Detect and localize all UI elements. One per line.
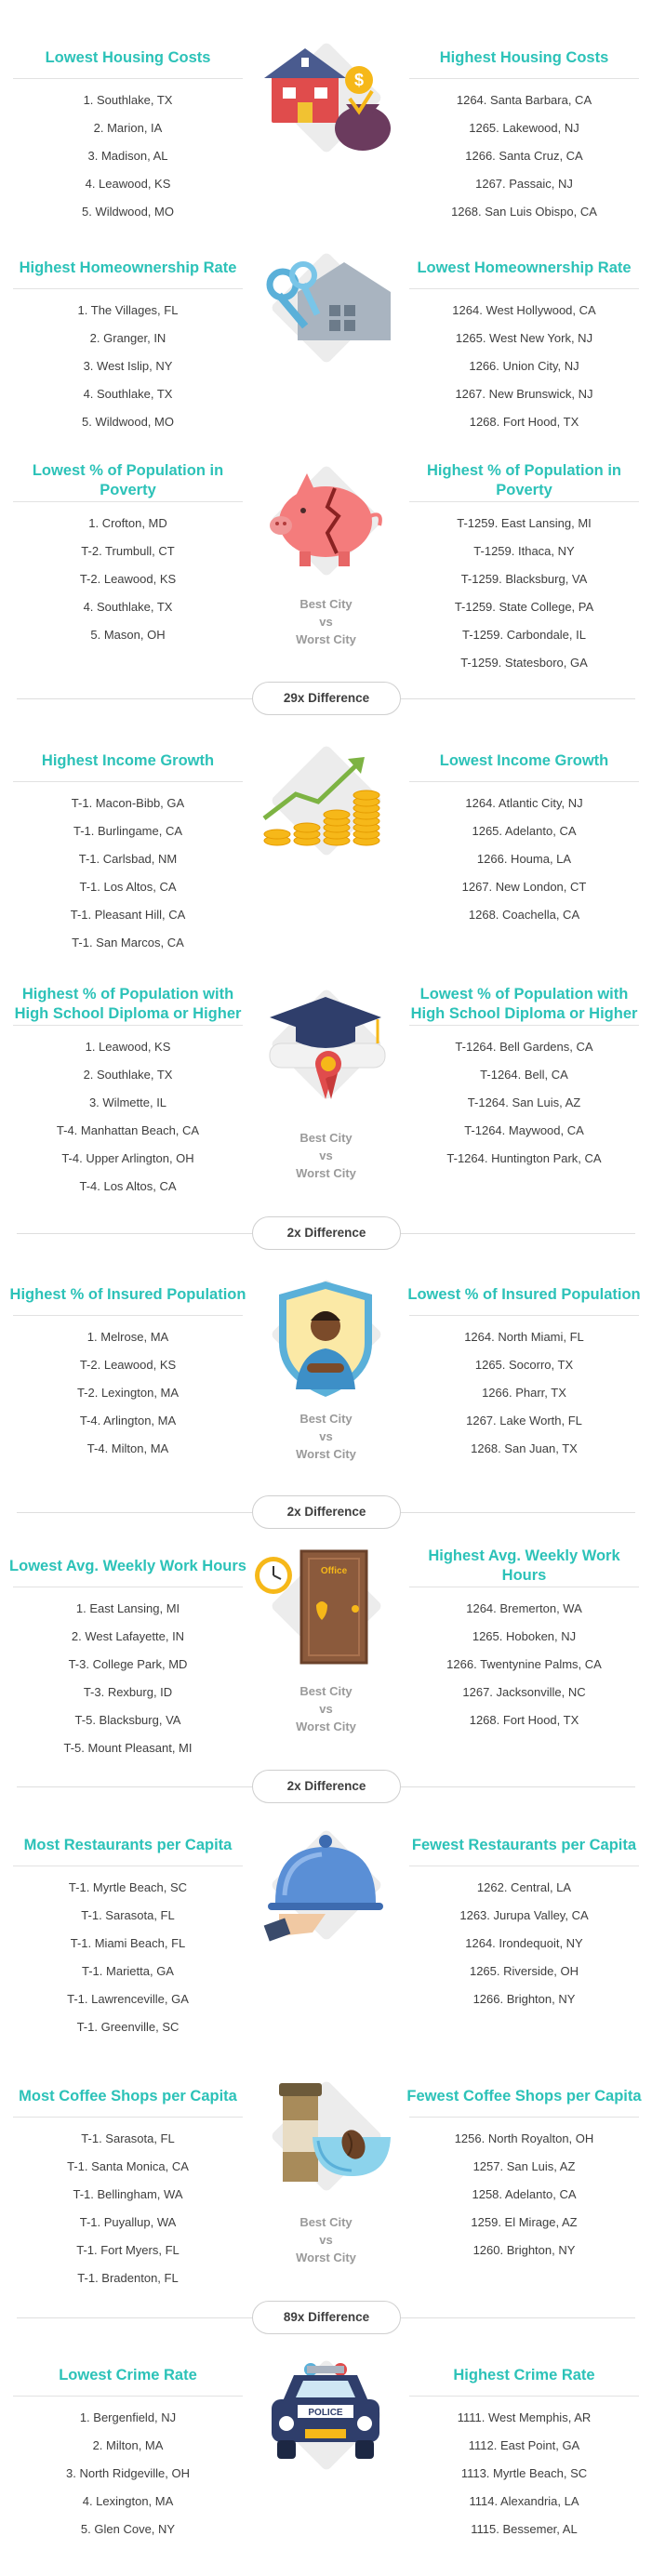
list-item: 3. North Ridgeville, OH bbox=[66, 2466, 190, 2480]
title-divider bbox=[13, 781, 243, 782]
left-ranking-title: Lowest Housing Costs bbox=[45, 48, 211, 66]
list-item: 1267. New Brunswick, NJ bbox=[455, 387, 593, 401]
left-ranking-column bbox=[9, 247, 246, 436]
list-item: 1265. Adelanto, CA bbox=[472, 824, 577, 838]
list-item: 1268. Coachella, CA bbox=[468, 908, 580, 922]
left-ranking-title: Lowest Crime Rate bbox=[59, 2366, 197, 2383]
left-ranking-list bbox=[9, 1033, 246, 1201]
list-item: 1264. Irondequoit, NY bbox=[465, 1936, 583, 1950]
list-item: T-1259. Blacksburg, VA bbox=[460, 572, 588, 586]
list-item: 1266. Brighton, NY bbox=[472, 1992, 576, 2006]
right-ranking-list bbox=[406, 297, 643, 436]
list-item: 1111. West Memphis, AR bbox=[457, 2410, 592, 2424]
list-item: 1267. Jacksonville, NC bbox=[462, 1685, 586, 1699]
right-ranking-list bbox=[406, 1595, 643, 1734]
list-item: 4. Leawood, KS bbox=[85, 177, 171, 191]
list-item: T-5. Blacksburg, VA bbox=[74, 1713, 181, 1727]
title-divider bbox=[409, 2117, 639, 2118]
left-ranking-title: Most Coffee Shops per Capita bbox=[19, 2087, 237, 2105]
list-item: T-1259. East Lansing, MI bbox=[457, 516, 592, 530]
comparison-text: Best City bbox=[299, 597, 353, 611]
best-vs-worst-label bbox=[242, 1410, 410, 1463]
graduation-cap-diploma-icon bbox=[242, 984, 410, 1114]
list-item: 1268. Fort Hood, TX bbox=[469, 415, 579, 429]
door-label: Office bbox=[320, 1566, 348, 1576]
list-item: T-1259. State College, PA bbox=[454, 600, 594, 614]
list-item: T-1. Santa Monica, CA bbox=[67, 2159, 189, 2173]
left-ranking-column bbox=[9, 1825, 246, 2041]
coffee-cup-bean-icon-art bbox=[242, 2076, 410, 2206]
list-item: T-4. Los Altos, CA bbox=[79, 1179, 177, 1193]
graduation-cap-diploma-icon-art bbox=[242, 984, 410, 1114]
right-ranking-column bbox=[406, 740, 643, 929]
comparison-text: vs bbox=[319, 1702, 333, 1716]
list-item: T-1. Fort Myers, FL bbox=[76, 2243, 180, 2257]
title-divider bbox=[13, 2117, 243, 2118]
list-item: T-4. Upper Arlington, OH bbox=[61, 1151, 194, 1165]
list-item: 1. Melrose, MA bbox=[86, 1330, 169, 1344]
right-ranking-list bbox=[406, 1033, 643, 1173]
left-ranking-list bbox=[9, 86, 246, 226]
broken-piggy-bank-icon-art bbox=[242, 460, 410, 591]
right-ranking-title: Highest Avg. Weekly Work Hours bbox=[428, 1547, 620, 1584]
list-item: T-1. Carlsbad, NM bbox=[78, 852, 178, 866]
comparison-text: vs bbox=[319, 2233, 333, 2247]
left-ranking-column bbox=[9, 37, 246, 226]
left-ranking-title: Lowest Avg. Weekly Work Hours bbox=[9, 1557, 246, 1574]
left-ranking-column bbox=[9, 2355, 246, 2543]
left-ranking-column bbox=[9, 1546, 246, 1762]
title-divider bbox=[409, 501, 639, 502]
left-ranking-list bbox=[9, 790, 246, 957]
left-ranking-title: Lowest % of Population in Poverty bbox=[32, 462, 224, 498]
right-ranking-title: Lowest Homeownership Rate bbox=[417, 259, 632, 276]
broken-piggy-bank-icon bbox=[242, 460, 410, 591]
right-ranking-list bbox=[406, 2125, 643, 2264]
list-item: 3. Wilmette, IL bbox=[88, 1095, 167, 1109]
title-divider bbox=[409, 78, 639, 79]
list-item: 1114. Alexandria, LA bbox=[469, 2494, 579, 2508]
list-item: 5. Wildwood, MO bbox=[82, 415, 174, 429]
list-item: T-3. Rexburg, ID bbox=[83, 1685, 173, 1699]
left-ranking-title: Highest % of Insured Population bbox=[9, 1285, 246, 1303]
comparison-text: Best City bbox=[299, 2215, 353, 2229]
list-item: 1257. San Luis, AZ bbox=[472, 2159, 576, 2173]
list-item: T-1. Bradenton, FL bbox=[77, 2271, 179, 2285]
title-divider bbox=[13, 501, 243, 502]
list-item: 1266. Twentynine Palms, CA bbox=[446, 1657, 602, 1671]
list-item: T-1264. Bell Gardens, CA bbox=[455, 1040, 593, 1054]
list-item: 1267. Lake Worth, FL bbox=[466, 1414, 582, 1427]
list-item: 1266. Pharr, TX bbox=[482, 1386, 566, 1400]
right-ranking-title: Lowest % of Population with High School Diploma or Higher bbox=[410, 986, 638, 1022]
list-item: 1. East Lansing, MI bbox=[75, 1601, 180, 1615]
title-divider bbox=[409, 2396, 639, 2397]
title-divider bbox=[409, 781, 639, 782]
difference-badge: 2x Difference bbox=[252, 1770, 401, 1803]
list-item: 1265. West New York, NJ bbox=[455, 331, 593, 345]
list-item: T-1. Sarasota, FL bbox=[81, 2131, 175, 2145]
list-item: 5. Mason, OH bbox=[90, 628, 166, 642]
svg-text:$: $ bbox=[353, 71, 365, 89]
list-item: T-1264. Maywood, CA bbox=[464, 1123, 584, 1137]
list-item: 1268. San Juan, TX bbox=[471, 1441, 578, 1455]
house-money-bag-icon bbox=[242, 37, 410, 167]
comparison-text: Worst City bbox=[296, 1447, 356, 1461]
list-item: 1113. Myrtle Beach, SC bbox=[460, 2466, 588, 2480]
list-item: 1115. Bessemer, AL bbox=[471, 2522, 578, 2536]
police-car-icon-art bbox=[242, 2355, 410, 2485]
title-divider bbox=[409, 1315, 639, 1316]
coffee-cup-bean-icon bbox=[242, 2076, 410, 2206]
best-vs-worst-label bbox=[242, 2213, 410, 2266]
left-ranking-title: Most Restaurants per Capita bbox=[23, 1836, 233, 1853]
police-car-icon bbox=[242, 2355, 410, 2485]
right-ranking-column bbox=[406, 1274, 643, 1463]
serving-cloche-icon bbox=[242, 1825, 410, 1955]
list-item: 1264. Santa Barbara, CA bbox=[456, 93, 592, 107]
comparison-text: Worst City bbox=[296, 2251, 356, 2264]
title-divider bbox=[13, 1025, 243, 1026]
difference-badge: 29x Difference bbox=[252, 682, 401, 715]
right-ranking-column bbox=[406, 37, 643, 226]
left-ranking-column bbox=[9, 984, 246, 1201]
list-item: 1266. Houma, LA bbox=[476, 852, 572, 866]
car-label: POLICE bbox=[308, 2408, 343, 2418]
left-ranking-list bbox=[9, 1874, 246, 2041]
left-ranking-list bbox=[9, 2125, 246, 2292]
house-keys-icon bbox=[242, 247, 410, 378]
list-item: T-1. Burlingame, CA bbox=[73, 824, 183, 838]
list-item: 1264. Bremerton, WA bbox=[466, 1601, 582, 1615]
list-item: 4. Lexington, MA bbox=[82, 2494, 174, 2508]
list-item: T-1. Myrtle Beach, SC bbox=[68, 1880, 188, 1894]
list-item: T-1. San Marcos, CA bbox=[72, 936, 184, 949]
list-item: 2. Southlake, TX bbox=[83, 1068, 173, 1082]
left-ranking-column bbox=[9, 1274, 246, 1463]
left-ranking-title: Highest Homeownership Rate bbox=[19, 259, 237, 276]
comparison-text: Best City bbox=[299, 1131, 353, 1145]
list-item: 1268. San Luis Obispo, CA bbox=[451, 205, 597, 219]
list-item: T-2. Leawood, KS bbox=[79, 1358, 177, 1372]
list-item: T-4. Arlington, MA bbox=[79, 1414, 177, 1427]
right-ranking-column bbox=[406, 460, 643, 677]
list-item: T-1. Puyallup, WA bbox=[79, 2215, 177, 2229]
left-ranking-list bbox=[9, 1595, 246, 1762]
list-item: T-5. Mount Pleasant, MI bbox=[63, 1741, 193, 1755]
list-item: T-3. College Park, MD bbox=[68, 1657, 188, 1671]
title-divider bbox=[13, 288, 243, 289]
right-ranking-list bbox=[406, 2404, 643, 2543]
house-keys-icon-art bbox=[242, 247, 410, 378]
list-item: 3. West Islip, NY bbox=[83, 359, 173, 373]
list-item: T-4. Manhattan Beach, CA bbox=[56, 1123, 200, 1137]
house-money-bag-icon-art bbox=[242, 37, 410, 167]
list-item: T-1264. Huntington Park, CA bbox=[446, 1151, 602, 1165]
list-item: 1. Southlake, TX bbox=[83, 93, 173, 107]
best-vs-worst-label bbox=[242, 1129, 410, 1182]
right-ranking-title: Fewest Restaurants per Capita bbox=[411, 1836, 637, 1853]
insured-person-shield-icon-art bbox=[242, 1274, 410, 1404]
list-item: T-1259. Statesboro, GA bbox=[460, 656, 588, 670]
right-ranking-list bbox=[406, 1874, 643, 2013]
list-item: 1112. East Point, GA bbox=[468, 2438, 580, 2452]
list-item: 1262. Central, LA bbox=[476, 1880, 572, 1894]
left-ranking-title: Highest % of Population with High School Diploma or Higher bbox=[14, 986, 242, 1022]
list-item: 1260. Brighton, NY bbox=[472, 2243, 576, 2257]
list-item: 5. Glen Cove, NY bbox=[80, 2522, 176, 2536]
list-item: 1265. Lakewood, NJ bbox=[469, 121, 579, 135]
left-ranking-list bbox=[9, 297, 246, 436]
list-item: 1266. Union City, NJ bbox=[469, 359, 579, 373]
right-ranking-title: Highest % of Population in Poverty bbox=[427, 462, 621, 498]
list-item: T-1. Lawrenceville, GA bbox=[67, 1992, 189, 2006]
right-ranking-column bbox=[406, 984, 643, 1173]
office-door-clock-icon-art bbox=[242, 1546, 410, 1676]
comparison-text: Worst City bbox=[296, 632, 356, 646]
comparison-text: vs bbox=[319, 1429, 333, 1443]
right-ranking-list bbox=[406, 86, 643, 226]
coin-stacks-growth-icon bbox=[242, 740, 410, 870]
left-ranking-column bbox=[9, 740, 246, 957]
list-item: 1. Bergenfield, NJ bbox=[79, 2410, 177, 2424]
title-divider bbox=[13, 2396, 243, 2397]
right-ranking-title: Lowest Income Growth bbox=[439, 751, 609, 769]
list-item: 1267. New London, CT bbox=[461, 880, 587, 894]
list-item: T-1. Miami Beach, FL bbox=[70, 1936, 186, 1950]
list-item: T-1. Sarasota, FL bbox=[81, 1908, 175, 1922]
right-ranking-title: Highest Crime Rate bbox=[453, 2366, 595, 2383]
comparison-text: Worst City bbox=[296, 1720, 356, 1733]
list-item: 1256. North Royalton, OH bbox=[454, 2131, 594, 2145]
list-item: 1. Crofton, MD bbox=[88, 516, 167, 530]
right-ranking-title: Fewest Coffee Shops per Capita bbox=[406, 2087, 642, 2105]
list-item: 1. Leawood, KS bbox=[85, 1040, 171, 1054]
title-divider bbox=[13, 1315, 243, 1316]
list-item: 2. Marion, IA bbox=[93, 121, 163, 135]
list-item: T-1264. San Luis, AZ bbox=[467, 1095, 581, 1109]
list-item: T-1. Macon-Bibb, GA bbox=[71, 796, 185, 810]
list-item: 1264. West Hollywood, CA bbox=[452, 303, 596, 317]
insured-person-shield-icon bbox=[242, 1274, 410, 1404]
left-ranking-list bbox=[9, 2404, 246, 2543]
list-item: 1. The Villages, FL bbox=[77, 303, 179, 317]
list-item: T-1. Marietta, GA bbox=[82, 1964, 174, 1978]
list-item: 1264. Atlantic City, NJ bbox=[465, 796, 583, 810]
comparison-text: vs bbox=[319, 615, 333, 629]
list-item: 3. Madison, AL bbox=[87, 149, 168, 163]
difference-badge: 89x Difference bbox=[252, 2301, 401, 2334]
serving-cloche-icon-art bbox=[242, 1825, 410, 1955]
list-item: 1264. North Miami, FL bbox=[464, 1330, 584, 1344]
list-item: 1267. Passaic, NJ bbox=[475, 177, 573, 191]
list-item: T-1. Los Altos, CA bbox=[79, 880, 177, 894]
list-item: T-1259. Carbondale, IL bbox=[462, 628, 586, 642]
right-ranking-column bbox=[406, 2076, 643, 2264]
list-item: 1265. Socorro, TX bbox=[474, 1358, 574, 1372]
list-item: 2. Granger, IN bbox=[89, 331, 166, 345]
list-item: T-1. Pleasant Hill, CA bbox=[70, 908, 186, 922]
difference-badge: 2x Difference bbox=[252, 1495, 401, 1529]
difference-badge: 2x Difference bbox=[252, 1216, 401, 1250]
best-vs-worst-label bbox=[242, 1682, 410, 1735]
comparison-text: Worst City bbox=[296, 1166, 356, 1180]
right-ranking-title: Highest Housing Costs bbox=[439, 48, 609, 66]
title-divider bbox=[13, 78, 243, 79]
list-item: T-1. Greenville, SC bbox=[76, 2020, 180, 2034]
list-item: T-1259. Ithaca, NY bbox=[473, 544, 575, 558]
right-ranking-column bbox=[406, 2355, 643, 2543]
list-item: 4. Southlake, TX bbox=[83, 600, 173, 614]
left-ranking-title: Highest Income Growth bbox=[41, 751, 215, 769]
list-item: T-2. Trumbull, CT bbox=[81, 544, 175, 558]
comparison-text: vs bbox=[319, 1149, 333, 1162]
list-item: 1265. Riverside, OH bbox=[469, 1964, 579, 1978]
best-vs-worst-label bbox=[242, 595, 410, 648]
list-item: 1259. El Mirage, AZ bbox=[471, 2215, 578, 2229]
right-ranking-column bbox=[406, 1546, 643, 1734]
list-item: T-1264. Bell, CA bbox=[480, 1068, 568, 1082]
list-item: 1263. Jurupa Valley, CA bbox=[459, 1908, 589, 1922]
list-item: T-4. Milton, MA bbox=[86, 1441, 169, 1455]
list-item: 2. West Lafayette, IN bbox=[71, 1629, 185, 1643]
list-item: 1268. Fort Hood, TX bbox=[469, 1713, 579, 1727]
list-item: 4. Southlake, TX bbox=[83, 387, 173, 401]
title-divider bbox=[409, 288, 639, 289]
right-ranking-column bbox=[406, 1825, 643, 2013]
left-ranking-list bbox=[9, 510, 246, 649]
list-item: 5. Wildwood, MO bbox=[82, 205, 174, 219]
right-ranking-list bbox=[406, 1323, 643, 1463]
list-item: T-2. Lexington, MA bbox=[76, 1386, 180, 1400]
right-ranking-column bbox=[406, 247, 643, 436]
list-item: T-1. Bellingham, WA bbox=[73, 2187, 183, 2201]
list-item: T-2. Leawood, KS bbox=[79, 572, 177, 586]
list-item: 1266. Santa Cruz, CA bbox=[465, 149, 583, 163]
comparison-text: Best City bbox=[299, 1412, 353, 1426]
left-ranking-column bbox=[9, 2076, 246, 2292]
coin-stacks-growth-icon-art bbox=[242, 740, 410, 870]
list-item: 1258. Adelanto, CA bbox=[472, 2187, 577, 2201]
right-ranking-list bbox=[406, 510, 643, 677]
list-item: 1265. Hoboken, NJ bbox=[472, 1629, 577, 1643]
office-door-clock-icon bbox=[242, 1546, 410, 1676]
comparison-text: Best City bbox=[299, 1684, 353, 1698]
right-ranking-title: Lowest % of Insured Population bbox=[407, 1285, 641, 1303]
left-ranking-list bbox=[9, 1323, 246, 1463]
title-divider bbox=[409, 1025, 639, 1026]
left-ranking-column bbox=[9, 460, 246, 649]
right-ranking-list bbox=[406, 790, 643, 929]
list-item: 2. Milton, MA bbox=[92, 2438, 164, 2452]
